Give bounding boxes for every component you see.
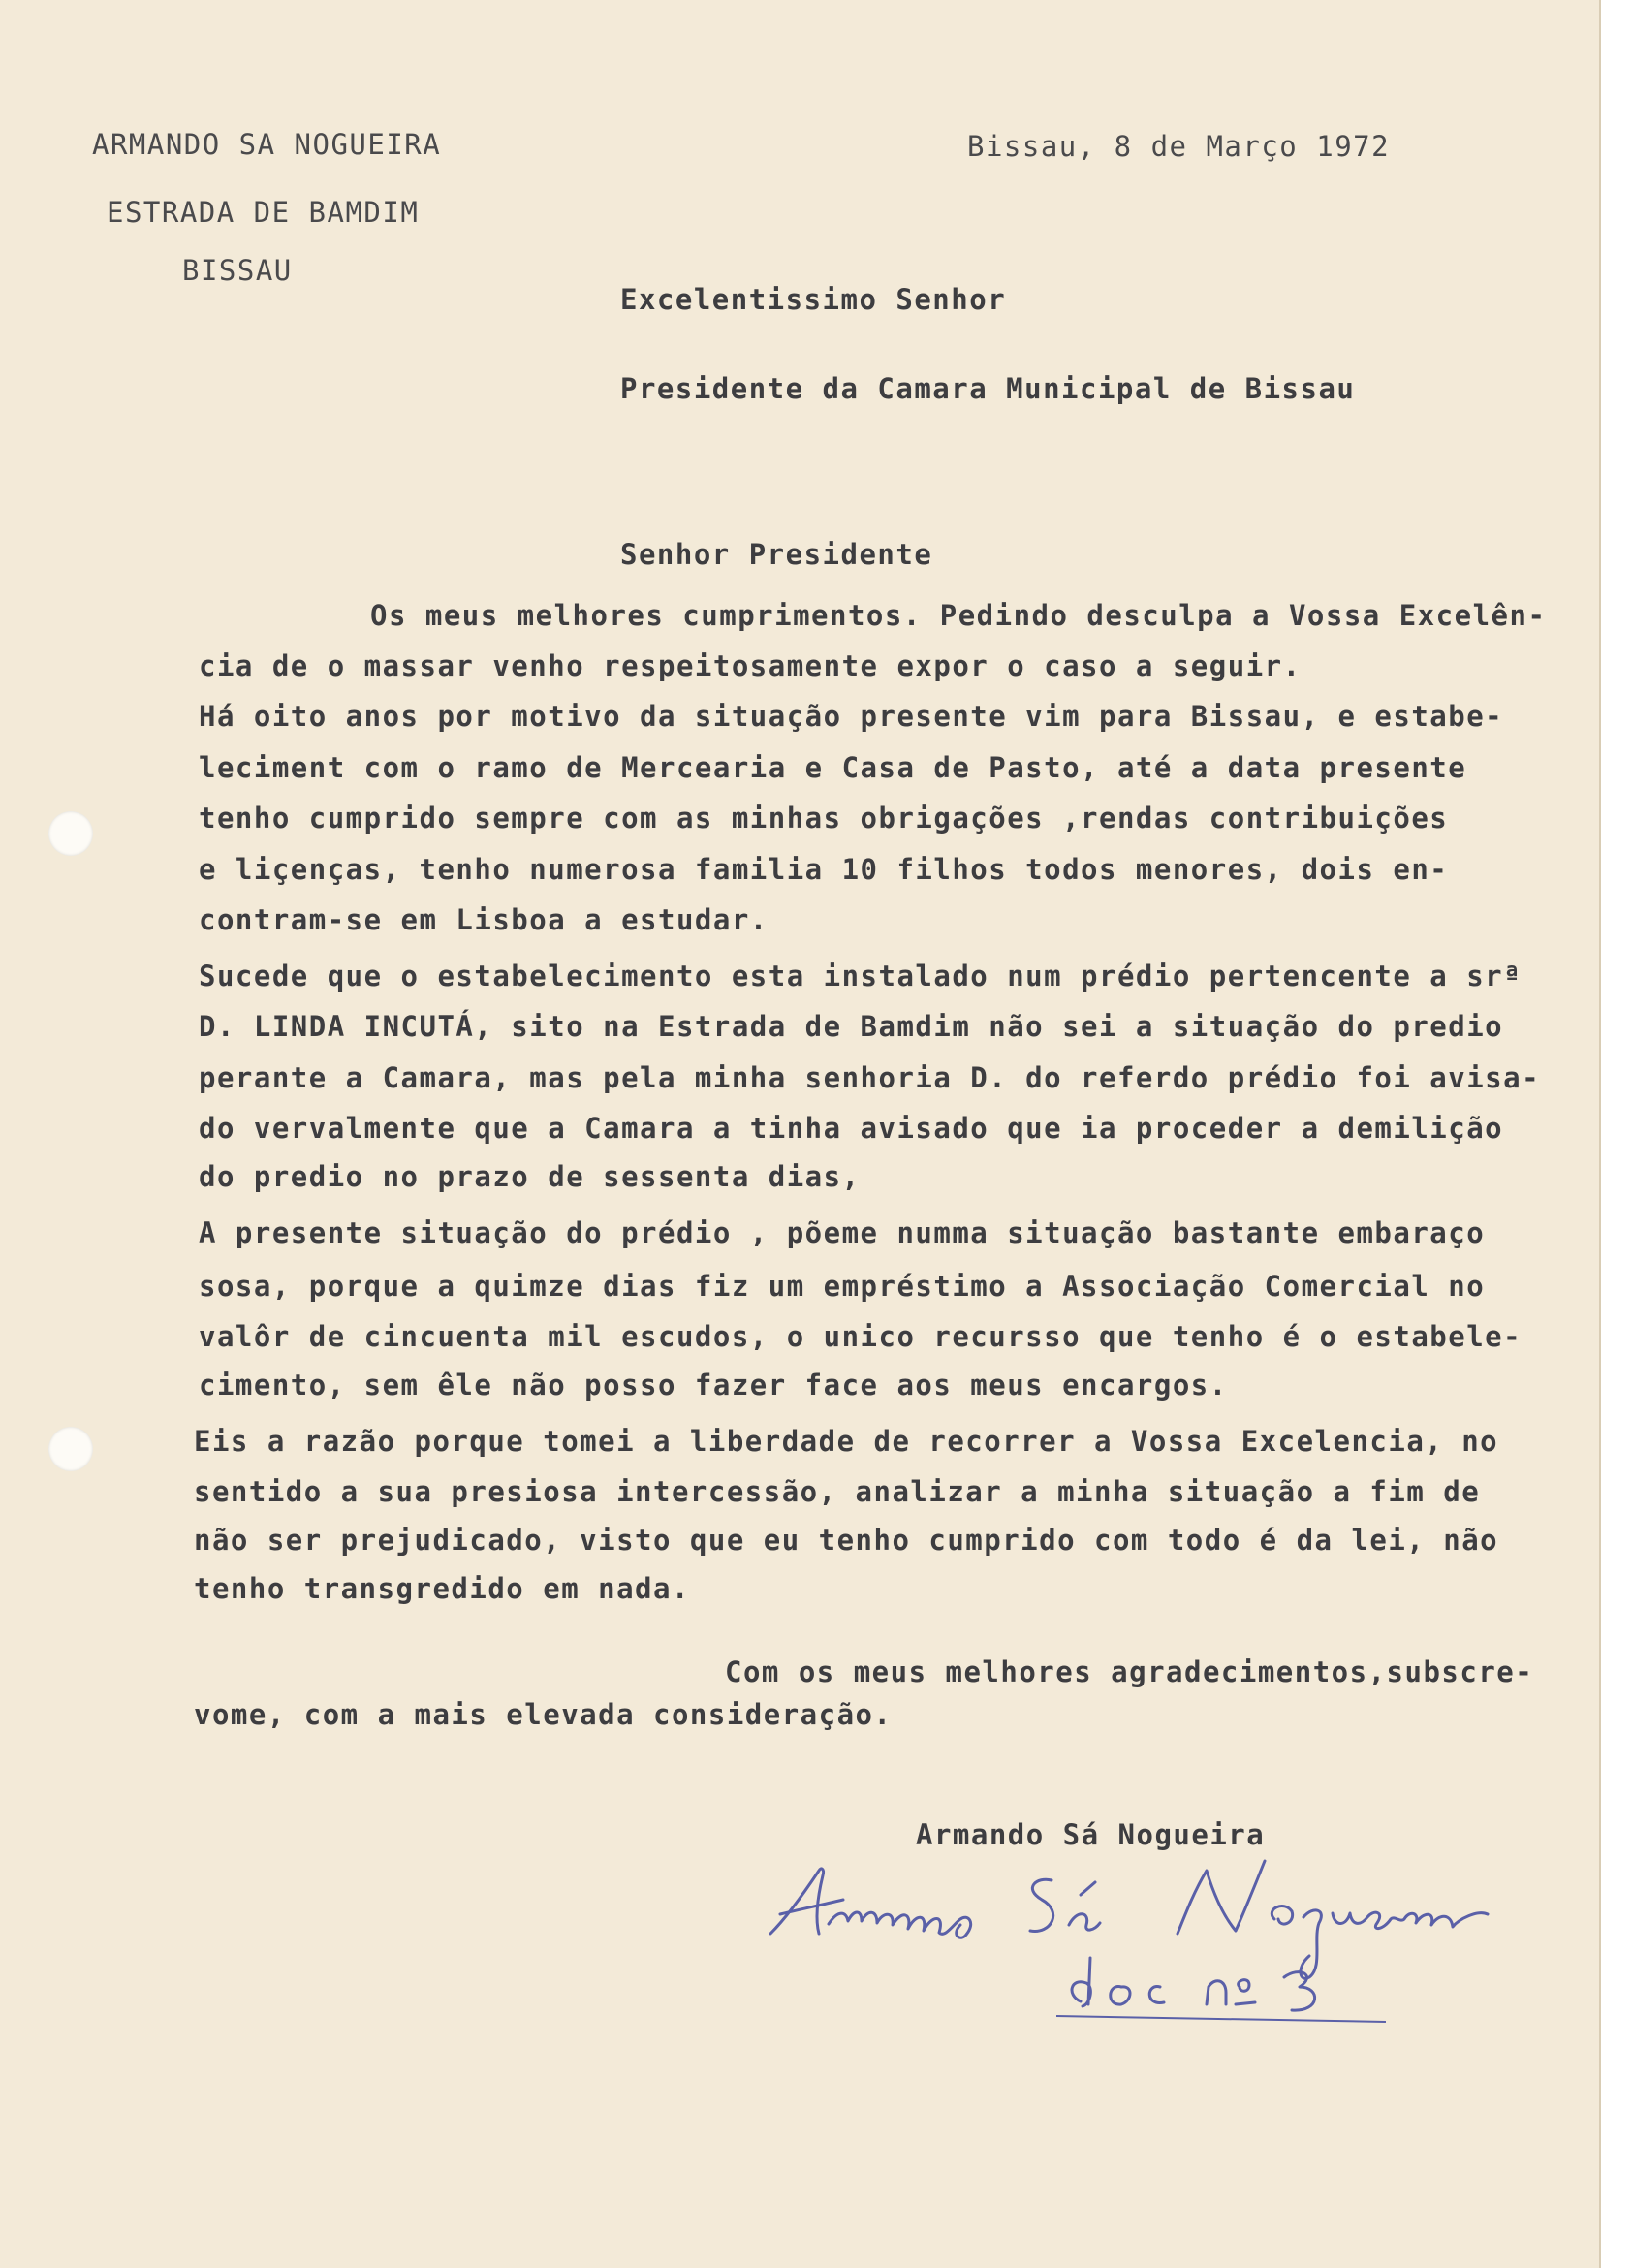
paper-edge	[1599, 0, 1633, 2268]
handwritten-signature	[761, 1842, 1536, 2035]
recipient-position: Presidente da Camara Municipal de Bissau	[620, 372, 1356, 405]
body-line: A presente situação do prédio , põeme numma situação bastante embaraço	[199, 1216, 1486, 1249]
sender-name: ARMANDO SA NOGUEIRA	[92, 128, 442, 161]
body-line: D. LINDA INCUTÁ, sito na Estrada de Bamdim não sei a situação do predio	[199, 1010, 1504, 1043]
typed-signature: Armando Sá Nogueira	[916, 1818, 1266, 1851]
body-line: e liçenças, tenho numerosa familia 10 filhos todos menores, dois en-	[199, 853, 1449, 886]
sender-street: ESTRADA DE BAMDIM	[107, 196, 420, 229]
body-line: Há oito anos por motivo da situação presente vim para Bissau, e estabe-	[199, 700, 1504, 733]
body-line: sosa, porque a quimze dias fiz um empréstimo a Associação Comercial no	[199, 1270, 1486, 1303]
body-line: tenho cumprido sempre com as minhas obrigações ,rendas contribuições	[199, 802, 1449, 835]
punch-hole-top	[48, 811, 93, 856]
body-line: cimento, sem êle não posso fazer face aos meus encargos.	[199, 1369, 1228, 1402]
body-line: do predio no prazo de sessenta dias,	[199, 1160, 861, 1193]
body-line: Eis a razão porque tomei a liberdade de recorrer a Vossa Excelencia, no	[194, 1425, 1499, 1458]
sender-city: BISSAU	[182, 254, 293, 287]
body-line: cia de o massar venho respeitosamente expor o caso a seguir.	[199, 649, 1302, 682]
body-line: valôr de cincuenta mil escudos, o unico recursso que tenho é o estabele-	[199, 1320, 1523, 1353]
greeting: Senhor Presidente	[620, 538, 933, 571]
body-line: sentido a sua presiosa intercessão, analizar a minha situação a fim de	[194, 1475, 1481, 1508]
body-line: perante a Camara, mas pela minha senhoria D. do referdo prédio foi avisa-	[199, 1061, 1541, 1094]
body-line: Sucede que o estabelecimento esta instalado num prédio pertencente a srª	[199, 960, 1523, 992]
body-line: tenho transgredido em nada.	[194, 1572, 690, 1605]
body-line: do vervalmente que a Camara a tinha avisado que ia proceder a demilição	[199, 1112, 1504, 1145]
punch-hole-bottom	[48, 1427, 93, 1471]
closing-line: vome, com a mais elevada consideração.	[194, 1698, 893, 1731]
body-line: contram-se em Lisboa a estudar.	[199, 903, 769, 936]
recipient-title: Excelentissimo Senhor	[620, 283, 1007, 316]
body-line: Os meus melhores cumprimentos. Pedindo desculpa a Vossa Excelên-	[370, 599, 1547, 632]
body-line: leciment com o ramo de Mercearia e Casa de Pasto, até a data presente	[199, 751, 1467, 784]
closing-line: Com os meus melhores agradecimentos,subscre-	[725, 1655, 1534, 1688]
letter-date: Bissau, 8 de Março 1972	[967, 130, 1391, 163]
body-line: não ser prejudicado, visto que eu tenho cumprido com todo é da lei, não	[194, 1524, 1499, 1557]
